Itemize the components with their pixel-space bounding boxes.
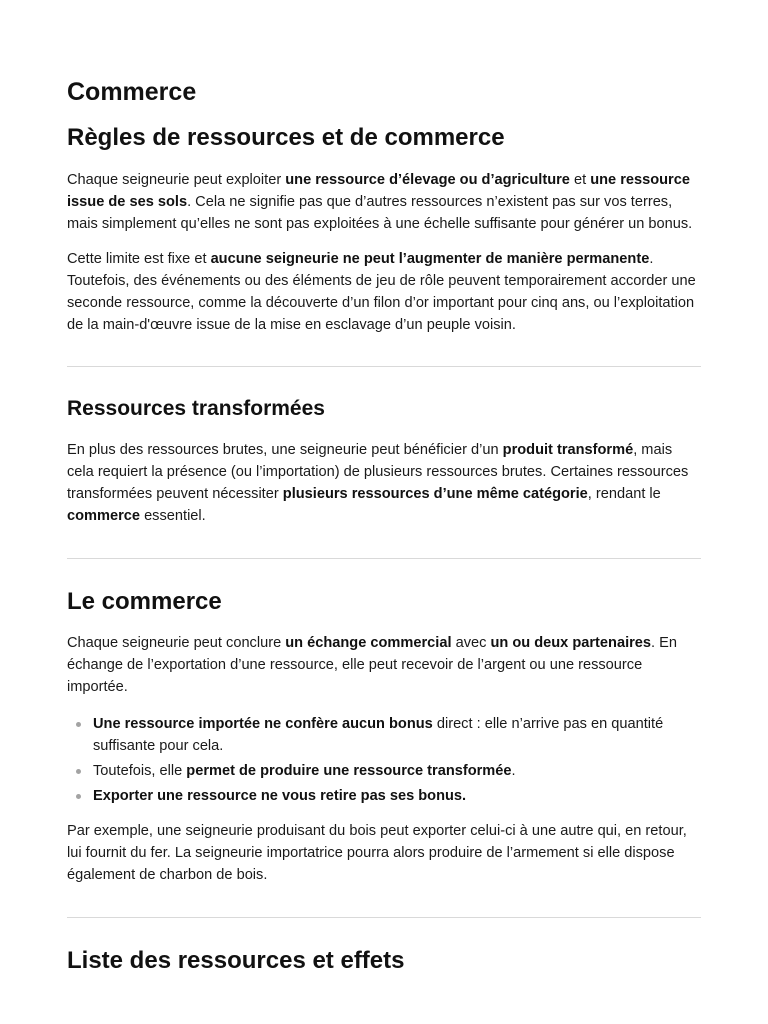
page-title: Commerce — [67, 78, 197, 106]
section-divider — [67, 558, 701, 559]
bullet-icon — [76, 722, 81, 727]
transformed-paragraph: En plus des ressources brutes, une seigneurie peut bénéficier d’un produit transformé, mais cela requiert la présence (ou l’importation) de plusieurs ressources brutes. Certaines ressources transformées peuvent nécessiter plusieurs ressources d’une même catégorie, rendant le commerce essentiel. — [67, 442, 689, 524]
bullet-icon — [76, 769, 81, 774]
section-heading-list: Liste des ressources et effets — [67, 947, 405, 974]
section-heading-rules: Règles de ressources et de commerce — [67, 124, 505, 151]
trade-paragraph-2: Par exemple, une seigneurie produisant du bois peut exporter celui-ci à une autre qui, en retour, lui fournit du fer. La seigneurie importatrice pourra alors produire de l’armement si elle dispose également de charbon de bois. — [67, 823, 687, 883]
bullet-icon — [76, 794, 81, 799]
list-item: Toutefois, elle permet de produire une ressource transformée. — [93, 760, 701, 782]
section-divider — [67, 366, 701, 367]
rules-paragraph-2: Cette limite est fixe et aucune seigneurie ne peut l’augmenter de manière permanente. Toutefois, des événements ou des éléments de jeu de rôle peuvent temporairement accorder une seconde ressource, comme la découverte d’un filon d’or important pour cinq ans, ou l’exploitation de la main-d'œuvre issue de la mise en esclavage d’un peuple voisin. — [67, 251, 696, 333]
trade-paragraph-1: Chaque seigneurie peut conclure un échange commercial avec un ou deux partenaires. En échange de l’exportation d’une ressource, elle peut recevoir de l’argent ou une ressource importée. — [67, 635, 678, 695]
section-divider — [67, 917, 701, 918]
trade-bullet-list — [67, 713, 701, 807]
section-heading-transformed: Ressources transformées — [67, 397, 325, 420]
list-item: Exporter une ressource ne vous retire pas ses bonus. — [93, 785, 701, 807]
list-item: Une ressource importée ne confère aucun bonus direct : elle n’arrive pas en quantité suffisante pour cela. — [93, 713, 701, 757]
section-heading-trade: Le commerce — [67, 588, 222, 615]
rules-paragraph-1: Chaque seigneurie peut exploiter une ressource d’élevage ou d’agriculture et une ressource issue de ses sols. Cela ne signifie pas que d’autres ressources n’existent pas sur vos terres, mais simplement qu’elles ne sont pas exploitées à une échelle suffisante pour générer un bonus. — [67, 172, 693, 232]
